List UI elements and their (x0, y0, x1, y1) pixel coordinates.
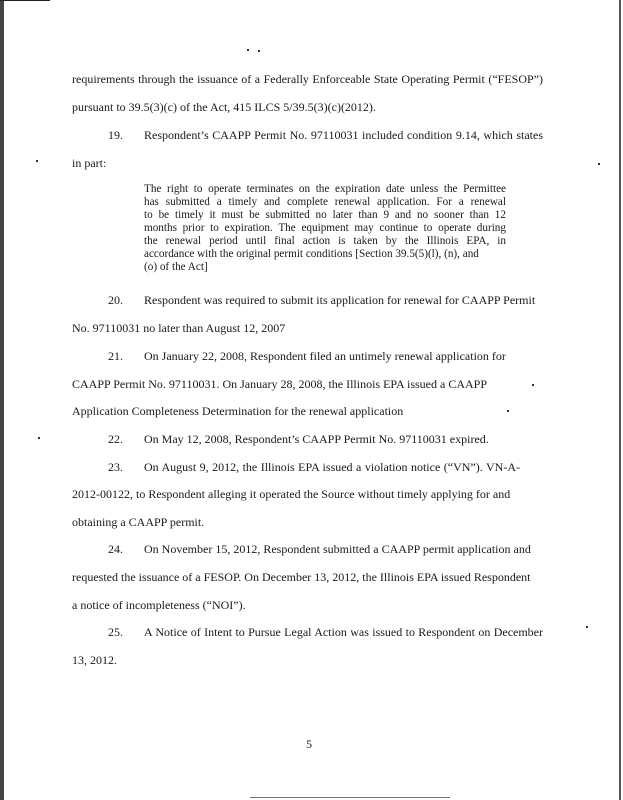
paragraph-23-line: obtaining a CAAPP permit. (72, 515, 205, 529)
scan-speck (586, 626, 588, 628)
scan-speck (598, 163, 600, 165)
paragraph-24-line: requested the issuance of a FESOP. On December 13, 2012, the Illinois EPA issued Respondent (72, 570, 531, 584)
paragraph-24-line: a notice of incompleteness (“NOI”). (72, 598, 246, 612)
scan-speck (247, 49, 249, 51)
scan-speck (38, 437, 40, 439)
scan-speck (258, 50, 260, 52)
paragraph-21-first-line: On January 22, 2008, Respondent filed an untimely renewal application for (144, 349, 506, 363)
right-scan-edge (619, 0, 621, 800)
page-number: 5 (306, 737, 312, 751)
paragraph-21-line: Application Completeness Determination for the renewal application (72, 404, 404, 418)
scan-speck (36, 160, 38, 162)
paragraph-21-line: CAAPP Permit No. 97110031. On January 28, 2008, the Illinois EPA issued a CAAPP (72, 377, 488, 391)
quote-line: months prior to expiration. The equipment may continue to operate during (144, 222, 506, 234)
paragraph-22-first-line: On May 12, 2008, Respondent’s CAAPP Permit No. 97110031 expired. (144, 432, 489, 446)
paragraph-20-first-line: Respondent was required to submit its application for renewal for CAAPP Permit (144, 293, 536, 307)
paragraph-number: 20. (108, 293, 123, 307)
paragraph-number: 21. (108, 349, 123, 363)
paragraph-19-line: in part: (72, 156, 107, 170)
quote-line: the renewal period until final action is taken by the Illinois EPA, in (144, 235, 506, 247)
paragraph-number: 25. (108, 625, 123, 639)
paragraph-number: 23. (108, 460, 123, 474)
quote-line: The right to operate terminates on the expiration date unless the Permittee (144, 183, 506, 195)
continuation-line-1: requirements through the issuance of a Federally Enforceable State Operating Permit (“FESOP”) (72, 72, 543, 86)
paragraph-23-line: 2012-00122, to Respondent alleging it operated the Source without timely applying for and (72, 487, 511, 501)
block-quote (144, 183, 506, 274)
quote-line: accordance with the original permit conditions [Section 39.5(5)(l), (n), and (144, 248, 479, 260)
scan-speck (507, 410, 509, 412)
bottom-scan-mark (250, 797, 450, 798)
quote-line: (o) of the Act] (144, 261, 208, 273)
paragraph-number: 22. (108, 432, 123, 446)
continuation-line-2: pursuant to 39.5(3)(c) of the Act, 415 ILCS 5/39.5(3)(c)(2012). (72, 100, 376, 114)
top-scan-mark (0, 0, 50, 1)
paragraph-24-first-line: On November 15, 2012, Respondent submitted a CAAPP permit application and (144, 542, 531, 556)
left-scan-edge (0, 0, 4, 800)
paragraph-25-line: 13, 2012. (72, 653, 117, 667)
paragraph-number: 19. (108, 128, 123, 142)
quote-line: to be timely it must be submitted no later than 9 and no sooner than 12 (144, 209, 506, 221)
paragraph-number: 24. (108, 542, 123, 556)
scan-speck (532, 384, 534, 386)
paragraph-20-line: No. 97110031 no later than August 12, 2007 (72, 321, 286, 335)
quote-line: has submitted a timely and complete renewal application. For a renewal (144, 196, 506, 208)
paragraph-25-first-line: A Notice of Intent to Pursue Legal Action was issued to Respondent on December (144, 625, 543, 639)
paragraph-23-first-line: On August 9, 2012, the Illinois EPA issued a violation notice (“VN”). VN-A- (144, 460, 520, 474)
paragraph-19-first-line: Respondent’s CAAPP Permit No. 97110031 included condition 9.14, which states (144, 128, 543, 142)
